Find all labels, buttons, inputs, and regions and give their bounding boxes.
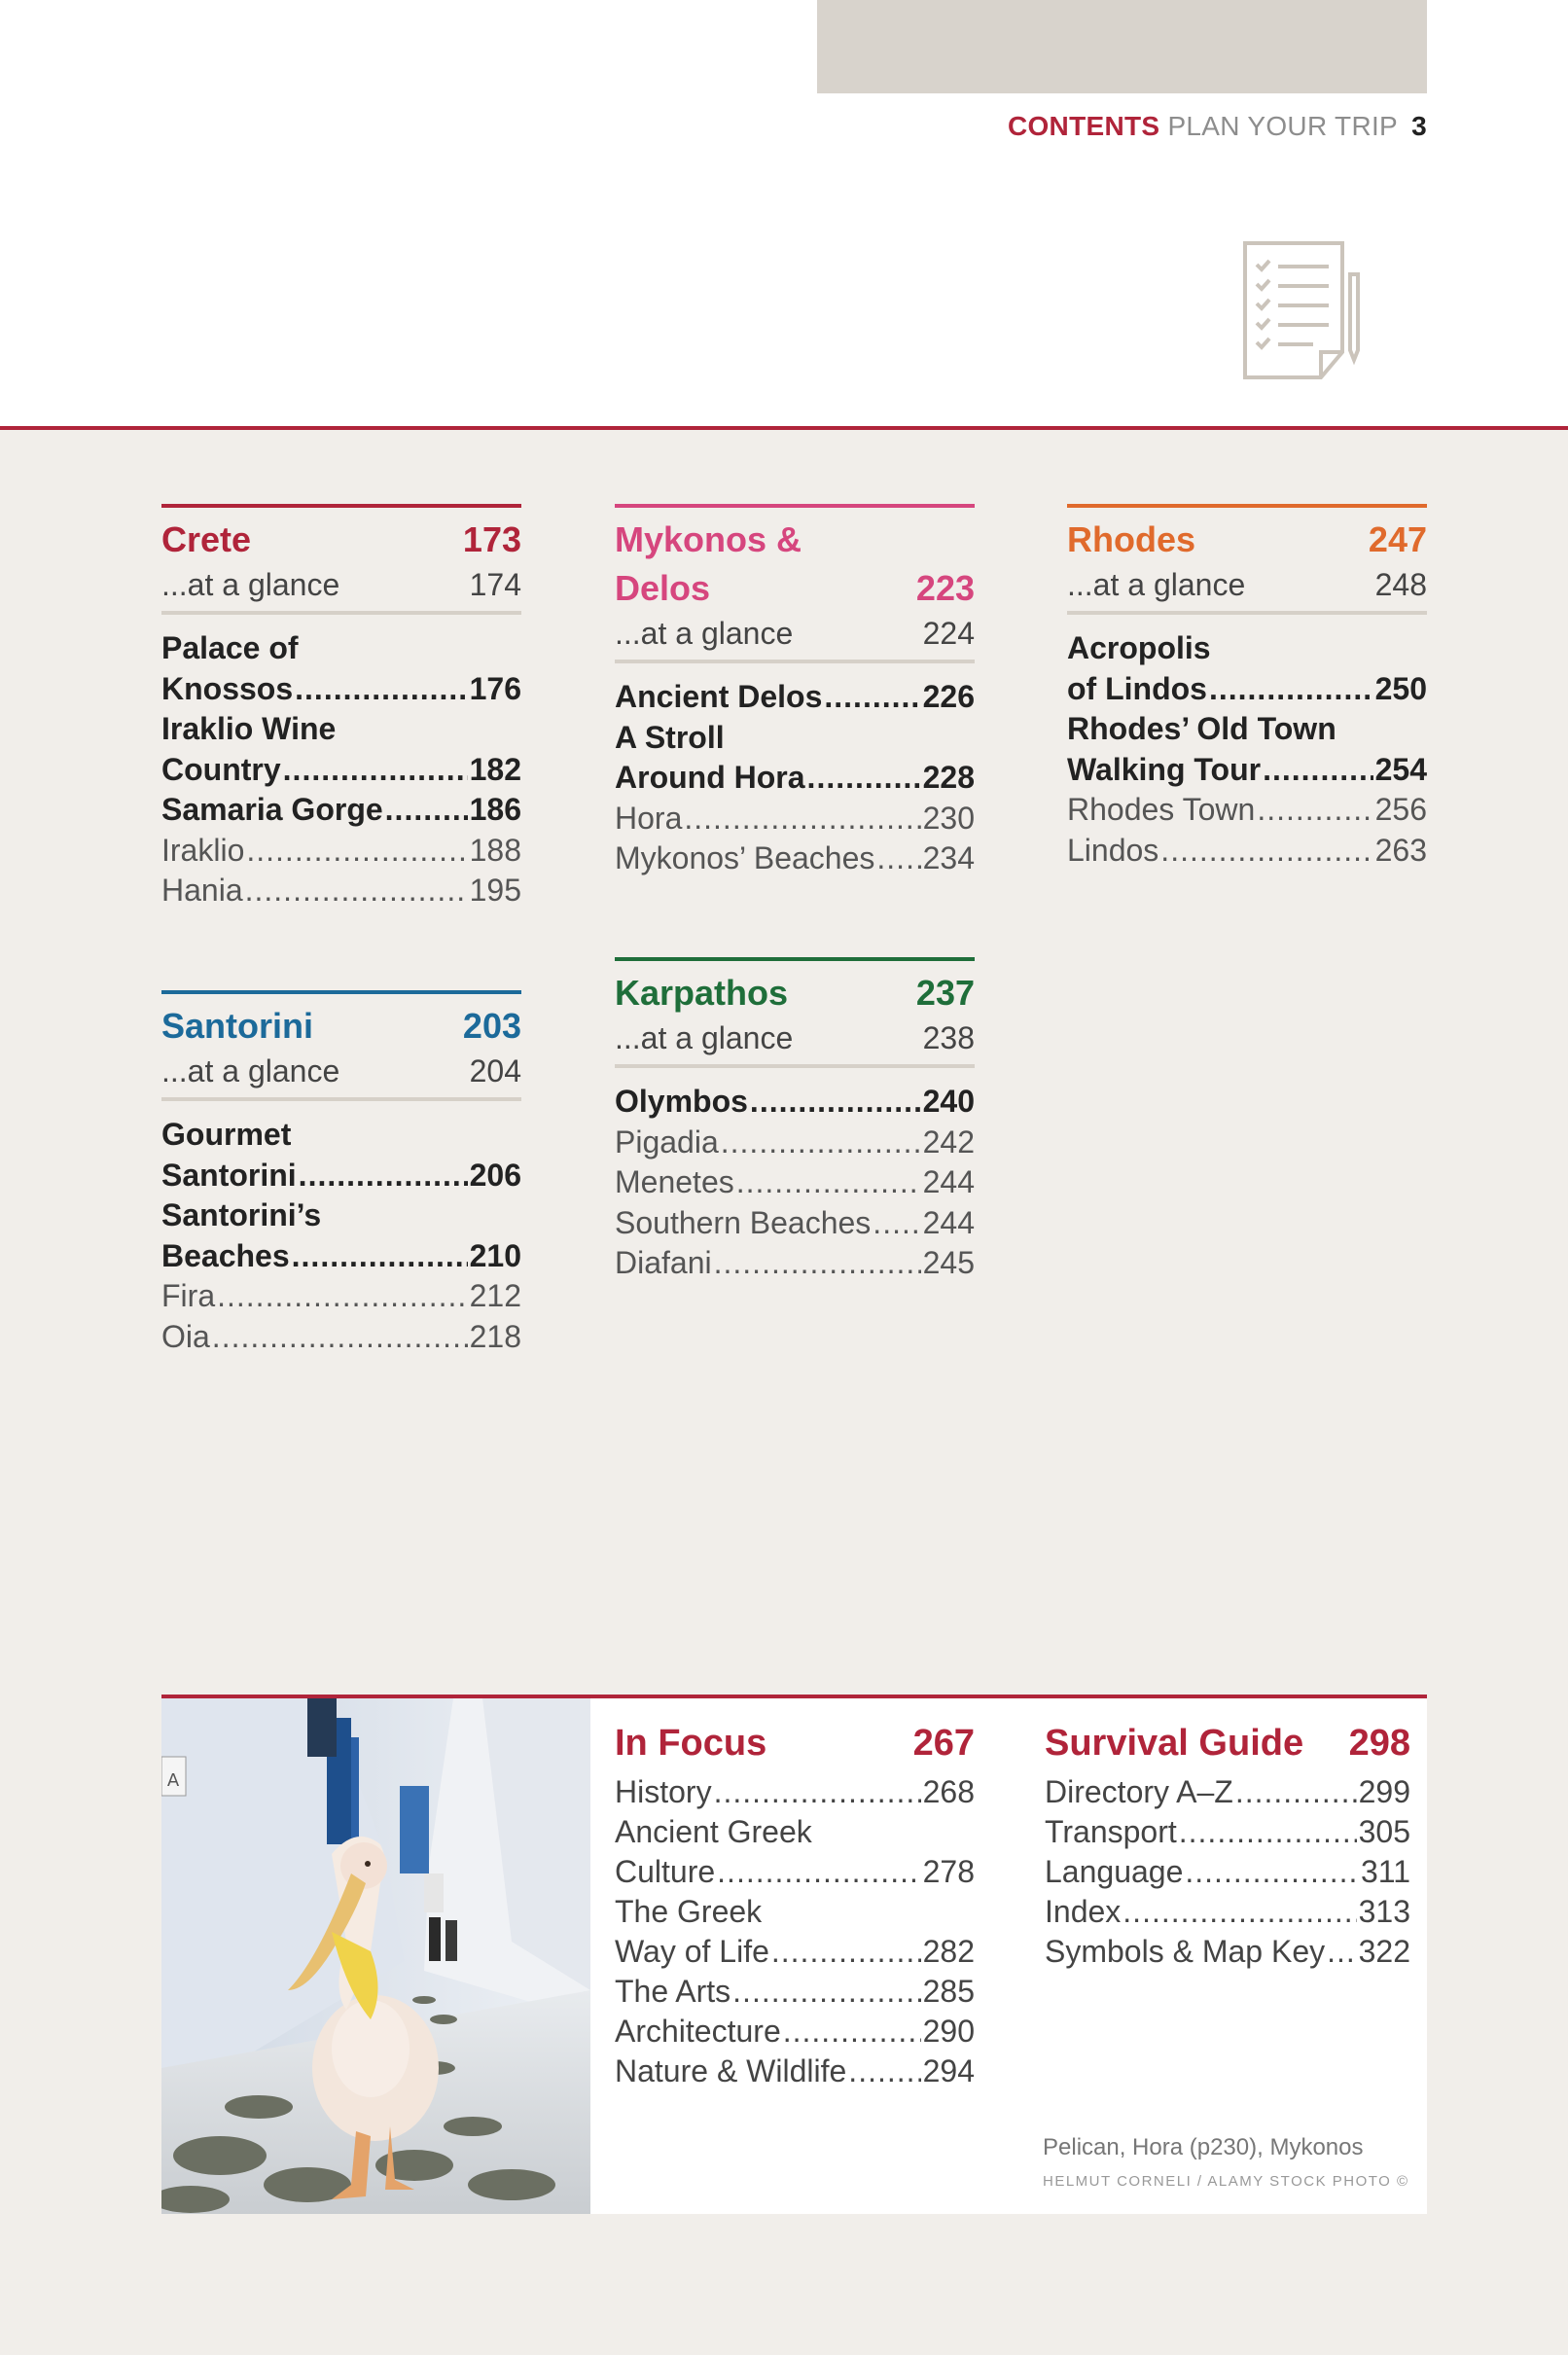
- toc-entry[interactable]: [1067, 669, 1427, 710]
- entry-label: The Arts: [615, 1974, 731, 2009]
- entry-page: 206: [469, 1157, 521, 1193]
- entry-label: Hora: [615, 800, 683, 836]
- entry-page: 294: [922, 2053, 975, 2088]
- entry-label: Mykonos’ Beaches: [615, 840, 875, 875]
- leader-dots: [245, 871, 468, 911]
- entry-page: 311: [1360, 1854, 1410, 1889]
- toc-entry[interactable]: [161, 1317, 521, 1358]
- entry-label: Language: [1045, 1854, 1184, 1889]
- toc-entry[interactable]: [615, 1243, 975, 1284]
- entry-page: 322: [1358, 1934, 1410, 1969]
- entry-page: 188: [469, 832, 521, 868]
- toc-entry[interactable]: [1045, 1892, 1410, 1932]
- leader-dots: [1179, 1812, 1357, 1852]
- toc-entry[interactable]: [615, 1812, 975, 1852]
- photo-caption: Pelican, Hora (p230), Mykonos: [1043, 2134, 1364, 2160]
- glance-page: 238: [922, 1020, 975, 1055]
- section-page: 298: [1348, 1723, 1410, 1764]
- leader-dots: [1235, 1772, 1357, 1812]
- entry-label: Southern Beaches: [615, 1204, 872, 1240]
- section-mykonos-delos: [615, 504, 975, 879]
- entry-label: Symbols & Map Key: [1045, 1934, 1326, 1969]
- section-page: 173: [462, 519, 521, 559]
- entry-page: 299: [1358, 1774, 1410, 1809]
- glance-page: 174: [469, 567, 521, 602]
- toc-entry[interactable]: [161, 669, 521, 710]
- toc-entry[interactable]: [615, 1892, 975, 1932]
- glance-row: [615, 613, 975, 663]
- entry-page: 186: [469, 792, 521, 827]
- glance-label: ...at a glance: [161, 567, 340, 602]
- entry-label: Architecture: [615, 2014, 781, 2049]
- entry-label: Palace of: [161, 630, 299, 665]
- entry-page: 245: [922, 1245, 975, 1280]
- entry-label: Menetes: [615, 1164, 734, 1199]
- entry-page: 278: [922, 1854, 975, 1889]
- leader-dots: [876, 839, 920, 879]
- entry-label: Knossos: [161, 670, 294, 706]
- header-tab: [817, 0, 1427, 93]
- entry-label: Walking Tour: [1067, 751, 1262, 787]
- section-santorini: [161, 990, 521, 1357]
- entry-page: 218: [469, 1318, 521, 1354]
- toc-entry[interactable]: [161, 1156, 521, 1196]
- entry-page: 244: [922, 1204, 975, 1240]
- entry-page: 268: [922, 1774, 975, 1809]
- toc-entry[interactable]: [615, 1203, 975, 1244]
- toc-entry[interactable]: [1067, 831, 1427, 872]
- leader-dots: [1123, 1892, 1356, 1932]
- leader-dots: [283, 750, 468, 791]
- leader-dots: [1327, 1932, 1357, 1972]
- section-header: [615, 957, 975, 1017]
- leader-dots: [714, 1772, 921, 1812]
- toc-entry[interactable]: [161, 790, 521, 831]
- toc-entry[interactable]: [615, 2052, 975, 2091]
- section-label: PLAN YOUR TRIP: [1167, 111, 1399, 141]
- toc-entry[interactable]: [615, 1162, 975, 1203]
- entry-label: Nature & Wildlife: [615, 2053, 847, 2088]
- entry-page: 282: [922, 1934, 975, 1969]
- section-title: Survival Guide: [1045, 1723, 1304, 1764]
- entry-label: Ancient Greek: [615, 1814, 812, 1849]
- section-header: [161, 504, 521, 564]
- glance-label: ...at a glance: [615, 616, 794, 651]
- toc-entry[interactable]: [161, 831, 521, 872]
- glance-page: 224: [922, 616, 975, 651]
- entry-label: Beaches: [161, 1237, 290, 1273]
- toc-entry[interactable]: [1067, 790, 1427, 831]
- section-title: In Focus: [615, 1723, 767, 1764]
- leader-dots: [783, 2012, 921, 2052]
- contents-label: CONTENTS: [1007, 111, 1160, 141]
- glance-label: ...at a glance: [615, 1020, 794, 1055]
- section-page: 247: [1368, 519, 1427, 559]
- glance-label: ...at a glance: [161, 1053, 340, 1088]
- section-page: 223: [915, 568, 975, 608]
- entry-page: 313: [1358, 1894, 1410, 1929]
- leader-dots: [736, 1162, 921, 1203]
- entry-label: Iraklio Wine: [161, 711, 337, 746]
- entry-page: 212: [469, 1278, 521, 1313]
- toc-entry[interactable]: [161, 1236, 521, 1277]
- section-title: Santorini: [161, 1006, 314, 1046]
- toc-entry[interactable]: [615, 2012, 975, 2052]
- toc-entry[interactable]: [615, 677, 975, 718]
- glance-label: ...at a glance: [1067, 567, 1246, 602]
- leader-dots: [848, 2052, 920, 2091]
- leader-dots: [873, 1203, 920, 1244]
- leader-dots: [750, 1082, 921, 1123]
- toc-entry[interactable]: [615, 758, 975, 799]
- toc-entry[interactable]: [161, 628, 521, 669]
- leader-dots: [212, 1317, 468, 1358]
- leader-dots: [217, 1276, 468, 1317]
- entry-page: 254: [1374, 751, 1427, 787]
- toc-entry[interactable]: [615, 839, 975, 879]
- toc-entry[interactable]: [161, 1276, 521, 1317]
- glance-page: 204: [469, 1053, 521, 1088]
- entry-page: 234: [922, 840, 975, 875]
- toc-entry[interactable]: [1067, 709, 1427, 750]
- entry-page: 230: [922, 800, 975, 836]
- entry-page: 182: [469, 751, 521, 787]
- leader-dots: [1263, 750, 1373, 791]
- leader-dots: [684, 799, 920, 839]
- entry-label: Diafani: [615, 1245, 712, 1280]
- toc-entry[interactable]: [615, 799, 975, 839]
- toc-entry[interactable]: [1067, 628, 1427, 669]
- section-header: [615, 504, 975, 613]
- entry-page: 256: [1374, 792, 1427, 827]
- glance-row: [161, 1051, 521, 1101]
- section-page: 203: [462, 1006, 521, 1046]
- glance-row: [161, 564, 521, 615]
- toc-entry[interactable]: [1045, 1932, 1410, 1972]
- leader-dots: [1257, 790, 1372, 831]
- entry-page: 244: [922, 1164, 975, 1199]
- entry-label: Oia: [161, 1318, 210, 1354]
- leader-dots: [1209, 669, 1373, 710]
- entry-label: Index: [1045, 1894, 1122, 1929]
- entry-label: Rhodes Town: [1067, 792, 1256, 827]
- glance-row: [615, 1017, 975, 1068]
- section-title: Mykonos &: [615, 519, 802, 559]
- entry-page: 305: [1358, 1814, 1410, 1849]
- toc-entry[interactable]: [1045, 1812, 1410, 1852]
- section-crete: [161, 504, 521, 911]
- section-header: [161, 990, 521, 1051]
- section-title: Karpathos: [615, 973, 789, 1013]
- sign-letter: A: [166, 1770, 180, 1791]
- leader-dots: [299, 1156, 468, 1196]
- leader-dots: [732, 1972, 920, 2012]
- entry-label: of Lindos: [1067, 670, 1207, 706]
- entry-label: Fira: [161, 1278, 216, 1313]
- glance-row: [1067, 564, 1427, 615]
- leader-dots: [1160, 831, 1372, 872]
- entry-label: Around Hora: [615, 760, 805, 795]
- entry-label: Way of Life: [615, 1934, 769, 1969]
- toc-entry[interactable]: [615, 1082, 975, 1123]
- toc-entry[interactable]: [161, 750, 521, 791]
- leader-dots: [385, 790, 468, 831]
- leader-dots: [717, 1852, 920, 1892]
- entry-label: Gourmet: [161, 1117, 292, 1152]
- entry-label: Rhodes’ Old Town: [1067, 711, 1336, 746]
- section-survival-guide: [1045, 1718, 1410, 1972]
- entry-page: 263: [1374, 832, 1427, 868]
- entry-label: Ancient Delos: [615, 679, 823, 714]
- entry-label: Pigadia: [615, 1124, 719, 1160]
- entry-label: Acropolis: [1067, 630, 1211, 665]
- entry-label: Santorini: [161, 1157, 297, 1193]
- entry-page: 228: [922, 760, 975, 795]
- section-rhodes: [1067, 504, 1427, 871]
- section-page: 267: [912, 1723, 975, 1764]
- entry-page: 240: [922, 1084, 975, 1119]
- entry-page: 226: [922, 679, 975, 714]
- entry-page: 285: [922, 1974, 975, 2009]
- toc-entry[interactable]: [615, 1852, 975, 1892]
- section-header: [1067, 504, 1427, 564]
- glance-page: 248: [1374, 567, 1427, 602]
- entry-label: History: [615, 1774, 712, 1809]
- entry-label: A Stroll: [615, 719, 725, 755]
- leader-dots: [824, 677, 920, 718]
- entry-page: 250: [1374, 670, 1427, 706]
- entry-label: The Greek: [615, 1894, 763, 1929]
- page-number: 3: [1411, 111, 1427, 141]
- leader-dots: [807, 758, 921, 799]
- section-title-line2: Delos: [615, 568, 711, 608]
- leader-dots: [295, 669, 467, 710]
- toc-entry[interactable]: [1045, 1852, 1410, 1892]
- toc-entry[interactable]: [1045, 1772, 1410, 1812]
- section-title: Rhodes: [1067, 519, 1196, 559]
- running-head: [1008, 111, 1427, 142]
- entry-label: Olymbos: [615, 1084, 748, 1119]
- entry-label: Samaria Gorge: [161, 792, 383, 827]
- toc-entry[interactable]: [615, 718, 975, 759]
- checklist-document-icon: [1235, 235, 1372, 391]
- entry-label: Lindos: [1067, 832, 1159, 868]
- toc-entry[interactable]: [161, 1195, 521, 1236]
- entry-page: 195: [469, 873, 521, 908]
- entry-label: Directory A–Z: [1045, 1774, 1233, 1809]
- entry-page: 210: [469, 1237, 521, 1273]
- toc-entry[interactable]: [161, 709, 521, 750]
- leader-dots: [721, 1123, 921, 1163]
- toc-entry[interactable]: [615, 1932, 975, 1972]
- leader-dots: [714, 1243, 921, 1284]
- leader-dots: [771, 1932, 921, 1972]
- leader-dots: [246, 831, 467, 872]
- pelican-photo: [161, 1698, 590, 2214]
- toc-entry[interactable]: [615, 1972, 975, 2012]
- photo-credit: HELMUT CORNELI / ALAMY STOCK PHOTO ©: [1043, 2173, 1409, 2190]
- toc-entry[interactable]: [161, 871, 521, 911]
- entry-page: 290: [922, 2014, 975, 2049]
- section-karpathos: [615, 957, 975, 1284]
- section-title: Crete: [161, 519, 252, 559]
- section-in-focus: [615, 1718, 975, 2091]
- toc-entry[interactable]: [615, 1123, 975, 1163]
- bottom-panel: [161, 1695, 1427, 2214]
- leader-dots: [1185, 1852, 1359, 1892]
- entry-page: 176: [469, 670, 521, 706]
- section-page: 237: [915, 973, 975, 1013]
- entry-label: Transport: [1045, 1814, 1177, 1849]
- entry-page: 242: [922, 1124, 975, 1160]
- leader-dots: [292, 1236, 468, 1277]
- toc-entry[interactable]: [1067, 750, 1427, 791]
- entry-label: Culture: [615, 1854, 716, 1889]
- entry-label: Iraklio: [161, 832, 245, 868]
- toc-entry[interactable]: [161, 1115, 521, 1156]
- entry-label: Hania: [161, 873, 243, 908]
- entry-label: Santorini’s: [161, 1197, 322, 1232]
- entry-label: Country: [161, 751, 281, 787]
- toc-entry[interactable]: [615, 1772, 975, 1812]
